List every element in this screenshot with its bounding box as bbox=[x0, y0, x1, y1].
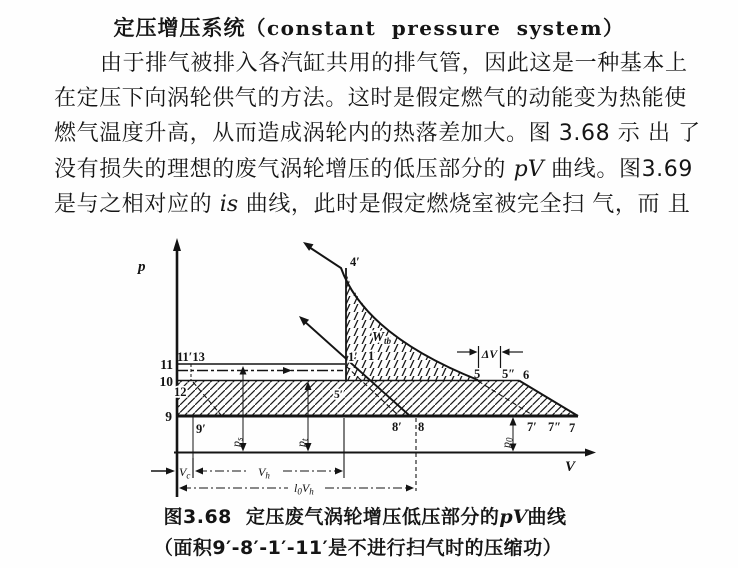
label-6: 6 bbox=[523, 368, 530, 382]
tick-9: 9 bbox=[165, 409, 172, 424]
section-title-en: （constant pressure system） bbox=[245, 16, 625, 40]
p-axis-label: p bbox=[138, 259, 146, 275]
vc-label: $V_c$ bbox=[179, 465, 191, 481]
paragraph-line-2: 在定压下向涡轮供气的方法。这时是假定燃气的动能变为热能使 bbox=[54, 86, 687, 112]
caption-text: 定压废气涡轮增压低压部分的 bbox=[245, 506, 500, 528]
line5-tail: 曲线，此时是假定燃烧室被完全扫 气，而 且 bbox=[238, 191, 691, 217]
tick-10: 10 bbox=[159, 374, 173, 389]
label-8prime: 8′ bbox=[392, 420, 402, 434]
section-title-cn: 定压增压系统 bbox=[113, 16, 246, 40]
p0-label: $p_0$ bbox=[499, 437, 515, 448]
label-4prime: 4′ bbox=[350, 255, 360, 269]
caption-suffix: 曲线 bbox=[527, 506, 567, 528]
label-7prime: 7′ bbox=[527, 420, 537, 434]
label-11prime-13: 11′13 bbox=[177, 350, 205, 364]
v-axis bbox=[174, 449, 596, 457]
is-symbol: is bbox=[219, 191, 239, 217]
label-7doubleprime: 7″ bbox=[548, 420, 562, 434]
paragraph-line-4 bbox=[54, 152, 704, 187]
line4-text: 没有损失的理想的废气涡轮增压的低压部分的 bbox=[54, 156, 514, 182]
label-1: 1 bbox=[368, 349, 375, 363]
pv-diagram bbox=[120, 233, 620, 505]
label-12: 12 bbox=[174, 385, 187, 399]
label-5: 5 bbox=[474, 367, 481, 381]
turbine-work-label: $W_{tb}$ bbox=[372, 329, 392, 346]
label-5doubleprime: 5″ bbox=[502, 367, 516, 381]
paragraph-line-5 bbox=[54, 187, 704, 222]
pt-label: $p_t$ bbox=[294, 438, 310, 447]
delta-v-label: ΔV bbox=[481, 347, 498, 361]
vh-label: $V_h$ bbox=[258, 465, 270, 481]
pv-symbol: pV bbox=[513, 156, 544, 182]
paragraph-line-3: 燃气温度升高，从而造成涡轮内的热落差加大。图 3.68 示 出 了 bbox=[54, 121, 701, 147]
section-title bbox=[0, 12, 738, 42]
ps-label: $p_s$ bbox=[229, 437, 245, 447]
line4-tail: 曲线。图3.69 bbox=[543, 156, 693, 182]
paragraph bbox=[54, 46, 704, 222]
line5-text: 是与之相对应的 bbox=[54, 191, 220, 217]
caption-pv-symbol: pV bbox=[499, 506, 528, 528]
label-5prime: 5′ bbox=[334, 389, 343, 401]
label-8: 8 bbox=[418, 420, 425, 434]
tick-11: 11 bbox=[160, 357, 173, 372]
figure-subcaption: （面积9′-8′-1′-11′是不进行扫气时的压缩功） bbox=[153, 537, 563, 559]
turbine-work-area bbox=[346, 273, 481, 381]
volume-dimensions bbox=[151, 418, 416, 492]
figure-number: 图3.68 bbox=[163, 506, 232, 528]
label-9prime: 9′ bbox=[196, 422, 206, 436]
p-axis bbox=[173, 238, 181, 497]
paragraph-line-1: 由于排气被排入各汽缸共用的排气管，因此这是一种基本上 bbox=[100, 51, 688, 76]
l0vh-label: $l_0V_h$ bbox=[294, 481, 314, 497]
scavenge-flow-arrow bbox=[283, 367, 292, 374]
figure-caption bbox=[0, 502, 730, 529]
label-7: 7 bbox=[569, 421, 576, 435]
v-axis-label: V bbox=[565, 459, 576, 475]
label-1prime: 1′ bbox=[348, 350, 358, 364]
